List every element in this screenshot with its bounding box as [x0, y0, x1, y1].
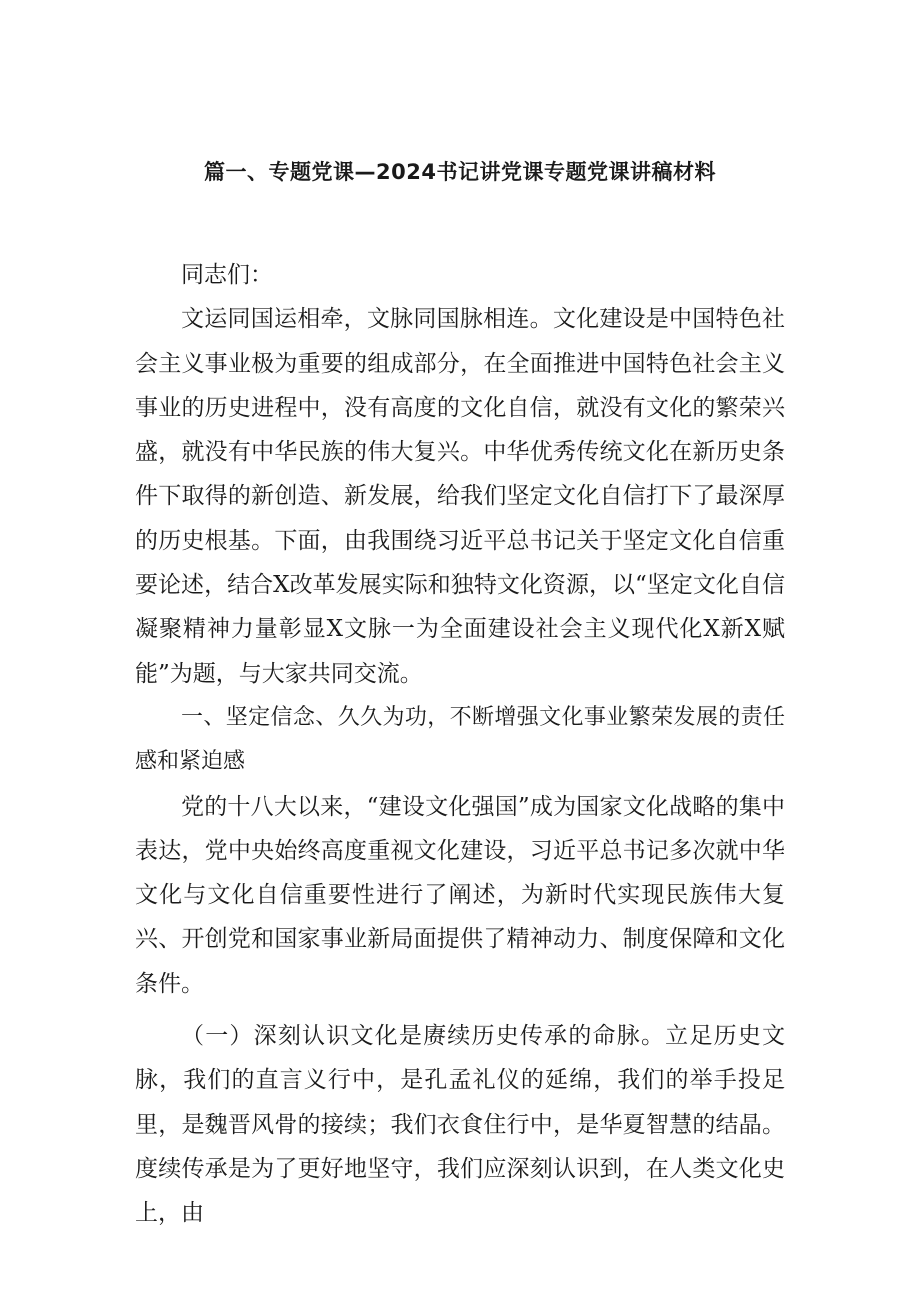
section-heading: 一、坚定信念、久久为功，不断增强文化事业繁荣发展的责任感和紧迫感 — [135, 704, 785, 775]
salutation: 同志们： — [181, 262, 273, 288]
section-paragraph: 党的十八大以来，“建设文化强国”成为国家文化战略的集中表达，党中央始终高度重视文化建设，习近平总书记多次就中华文化与文化自信重要性进行了阐述，为新时代实现民族伟大复兴、开创党和国家事业新局面提供了精神动力、制度保障和文化条件。 — [135, 793, 785, 997]
paragraph-gap — [135, 1006, 785, 1014]
subsection-paragraph: （一）深刻认识文化是赓续历史传承的命脉。立足历史文脉，我们的直言义行中，是孔孟礼仪的延绵，我们的举手投足里，是魏晋风骨的接续；我们衣食住行中，是华夏智慧的结晶。度续传承是为了更好地坚守，我们应深刻认识到，在人类文化史上，由 — [135, 1023, 785, 1227]
document-title: 篇一、专题党课—2024书记讲党课专题党课讲稿材料 — [204, 160, 716, 184]
intro-paragraph: 文运同国运相牵，文脉同国脉相连。文化建设是中国特色社会主义事业极为重要的组成部分，在全面推进中国特色社会主义事业的历史进程中，没有高度的文化自信，就没有文化的繁荣兴盛，就没有中华民族的伟大复兴。中华优秀传统文化在新历史条件下取得的新创造、新发展，给我们坚定文化自信打下了最深厚的历史根基。下面，由我围绕习近平总书记关于坚定文化自信重要论述，结合X改革发展实际和独特文化资源，以“坚定文化自信凝聚精神力量彰显X文脉一为全面建设社会主义现代化X新X赋能”为题，与大家共同交流。 — [135, 306, 785, 687]
document-body — [135, 253, 785, 1236]
